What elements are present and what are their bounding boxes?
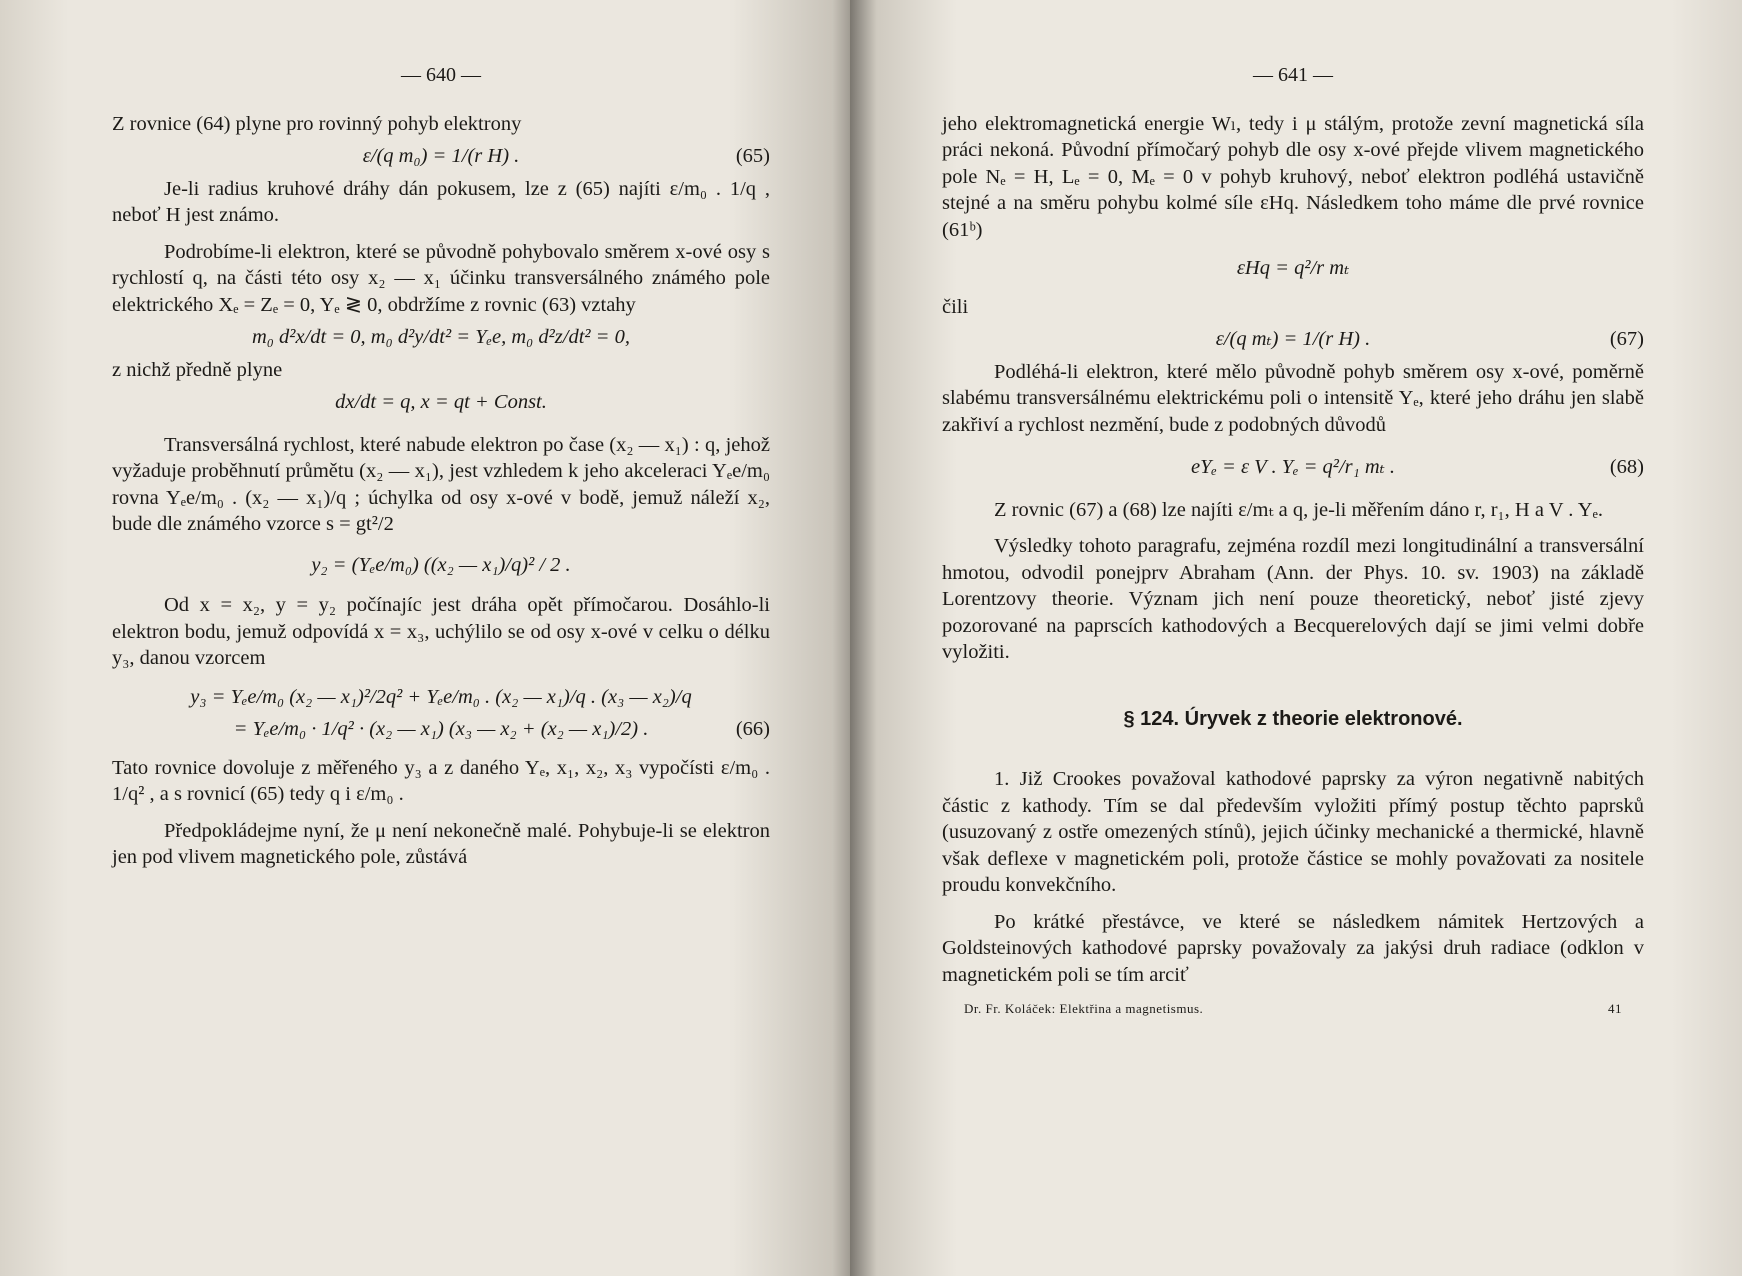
paragraph: Je-li radius kruhové dráhy dán pokusem, lze z (65) najíti ε/m₀ . 1/q , neboť H jest známo. xyxy=(112,177,770,226)
paragraph: Po krátké přestávce, ve které se následkem námitek Hertzových a Goldsteinových kathodové paprsky považovaly za jakýsi druh radiace (odklon v magnetickém poli se tím arciť xyxy=(942,910,1644,986)
equation-number: (65) xyxy=(735,145,770,167)
paragraph: Podrobíme-li elektron, které se původně pohybovalo směrem x-ové osy s rychlostí q, na části této osy x₂ — x₁ účinku transversálného známého pole elektrického Xₑ = Zₑ = 0, Yₑ ≷ 0, obdržíme z rovnic (63) vztahy xyxy=(112,240,770,316)
equation-text: = Yₑe/m₀ · 1/q² · (x₂ — x₁) (x₃ — x₂ + (x₂ — x₁)/2) . xyxy=(233,718,649,740)
paragraph: z nichž předně plyne xyxy=(112,358,283,381)
equation-y2: y₂ = (Yₑe/m₀) ((x₂ — x₁)/q)² / 2 . xyxy=(311,553,571,576)
equation-65 xyxy=(112,143,770,170)
equation-66-line1: y₃ = Yₑe/m₀ (x₂ — x₁)²/2q² + Yₑe/m₀ . (x₂ — x₁)/q . (x₃ — x₂)/q xyxy=(190,685,692,708)
equation-66-line2 xyxy=(112,716,770,743)
paragraph: Tato rovnice dovoluje z měřeného y₃ a z daného Yₑ, x₁, x₂, x₃ vypočísti ε/m₀ . 1/q² , a s rovnicí (65) tedy q i ε/m₀ . xyxy=(112,756,770,805)
equation-number: (67) xyxy=(1609,328,1644,350)
equation-text: ε/(q mₜ) = 1/(r H) . xyxy=(1215,328,1371,350)
page-number-right: — 641 — xyxy=(1253,64,1333,86)
footer-author-title: Dr. Fr. Koláček: Elektřina a magnetismus. xyxy=(964,1001,1204,1016)
paragraph: Od x = x₂, y = y₂ počínajíc jest dráha opět přímočarou. Dosáhlo-li elektron bodu, jemuž odpovídá x = x₃, uchýlilo se od osy x-ové v celku o délku y₃, danou vzorcem xyxy=(112,594,770,669)
equation-67 xyxy=(942,326,1644,353)
right-page xyxy=(850,0,1742,1276)
equation-text: ε/(q m₀) = 1/(r H) . xyxy=(362,145,520,167)
paragraph: Výsledky tohoto paragrafu, zejména rozdíl mezi longitudinální a transversální hmotou, odvodil ponejprv Abraham (Ann. der Phys. 10. sv. 1903) na základě Lorentzovy theorie. Význam jich není pouze theoretický, neboť jisté zjevy pozorované na paprscích kathodových a Becquerelových dají se jimi velmi dobře vyložiti. xyxy=(942,535,1644,663)
left-page-content xyxy=(112,62,770,871)
paragraph-cili: čili xyxy=(942,295,969,318)
right-page-content xyxy=(942,62,1644,1023)
paragraph: Podléhá-li elektron, které mělo původně pohyb směrem osy x-ové, poměrně slabému transversálnému elektrickému poli o intensitě Yₑ, které jeho dráhu jen slabě zakřiví a rychlost nezmění, bude z podobných důvodů xyxy=(942,360,1644,436)
equation-number: (68) xyxy=(1609,456,1644,478)
paragraph: Z rovnice (64) plyne pro rovinný pohyb elektrony xyxy=(112,112,522,135)
paragraph: 1. Již Crookes považoval kathodové paprsky za výron negativně nabitých částic z kathody. Tím se dal především vyložiti přímý postup těchto paprsků (usuzovaný z ostře omezených stínů), jejich účinky mechanické a thermické, hlavně však deflexe v magnetickém poli, protože částice se mohly považovati za nositele proudu konvekčního. xyxy=(942,768,1644,896)
equation-number: (66) xyxy=(735,718,770,740)
equation-68 xyxy=(942,454,1644,481)
paragraph: Předpokládejme nyní, že μ není nekonečně malé. Pohybuje-li se elektron jen pod vlivem magnetického pole, zůstává xyxy=(112,819,770,868)
paragraph: Transversálná rychlost, které nabude elektron po čase (x₂ — x₁) : q, jehož vyžaduje proběhnutí průmětu (x₂ — x₁), jest vzhledem k jeho akceleraci Yₑe/m₀ rovna Yₑe/m₀ . (x₂ — x₁)/q ; úchylka od osy x-ové v bodě, jemuž náleží x₂, bude dle známého vzorce s = gt²/2 xyxy=(112,433,770,535)
page-number-left: — 640 — xyxy=(401,64,481,86)
paragraph: jeho elektromagnetická energie Wₗ, tedy i μ stálým, protože zevní magnetická síla práci nekoná. Původní přímočarý pohyb dle osy x-ové přejde vlivem magnetického pole Nₑ = H, Lₑ = 0, Mₑ = 0 v pohyb kruhový, neboť elektron podléhá ustavičně stejné a na směru pohybu kolmé síle εHq. Následkem toho máme dle prvé rovnice (61ᵇ) xyxy=(942,112,1644,241)
page-footer xyxy=(942,996,1644,1023)
section-heading: § 124. Úryvek z theorie elektronové. xyxy=(1123,707,1463,730)
equation-force: εHq = q²/r mₜ xyxy=(1236,257,1350,279)
left-page xyxy=(0,0,858,1276)
equation-text: eYₑ = ε V . Yₑ = q²/r₁ mₜ . xyxy=(1191,456,1395,478)
equation-velocity: dx/dt = q, x = qt + Const. xyxy=(335,391,547,413)
footer-signature-number: 41 xyxy=(1608,1001,1622,1016)
paragraph: Z rovnic (67) a (68) lze najíti ε/mₜ a q, je-li měřením dáno r, r₁, H a V . Yₑ. xyxy=(994,498,1603,521)
equations-of-motion: m₀ d²x/dt = 0, m₀ d²y/dt² = Yₑe, m₀ d²z/dt² = 0, xyxy=(252,326,630,348)
